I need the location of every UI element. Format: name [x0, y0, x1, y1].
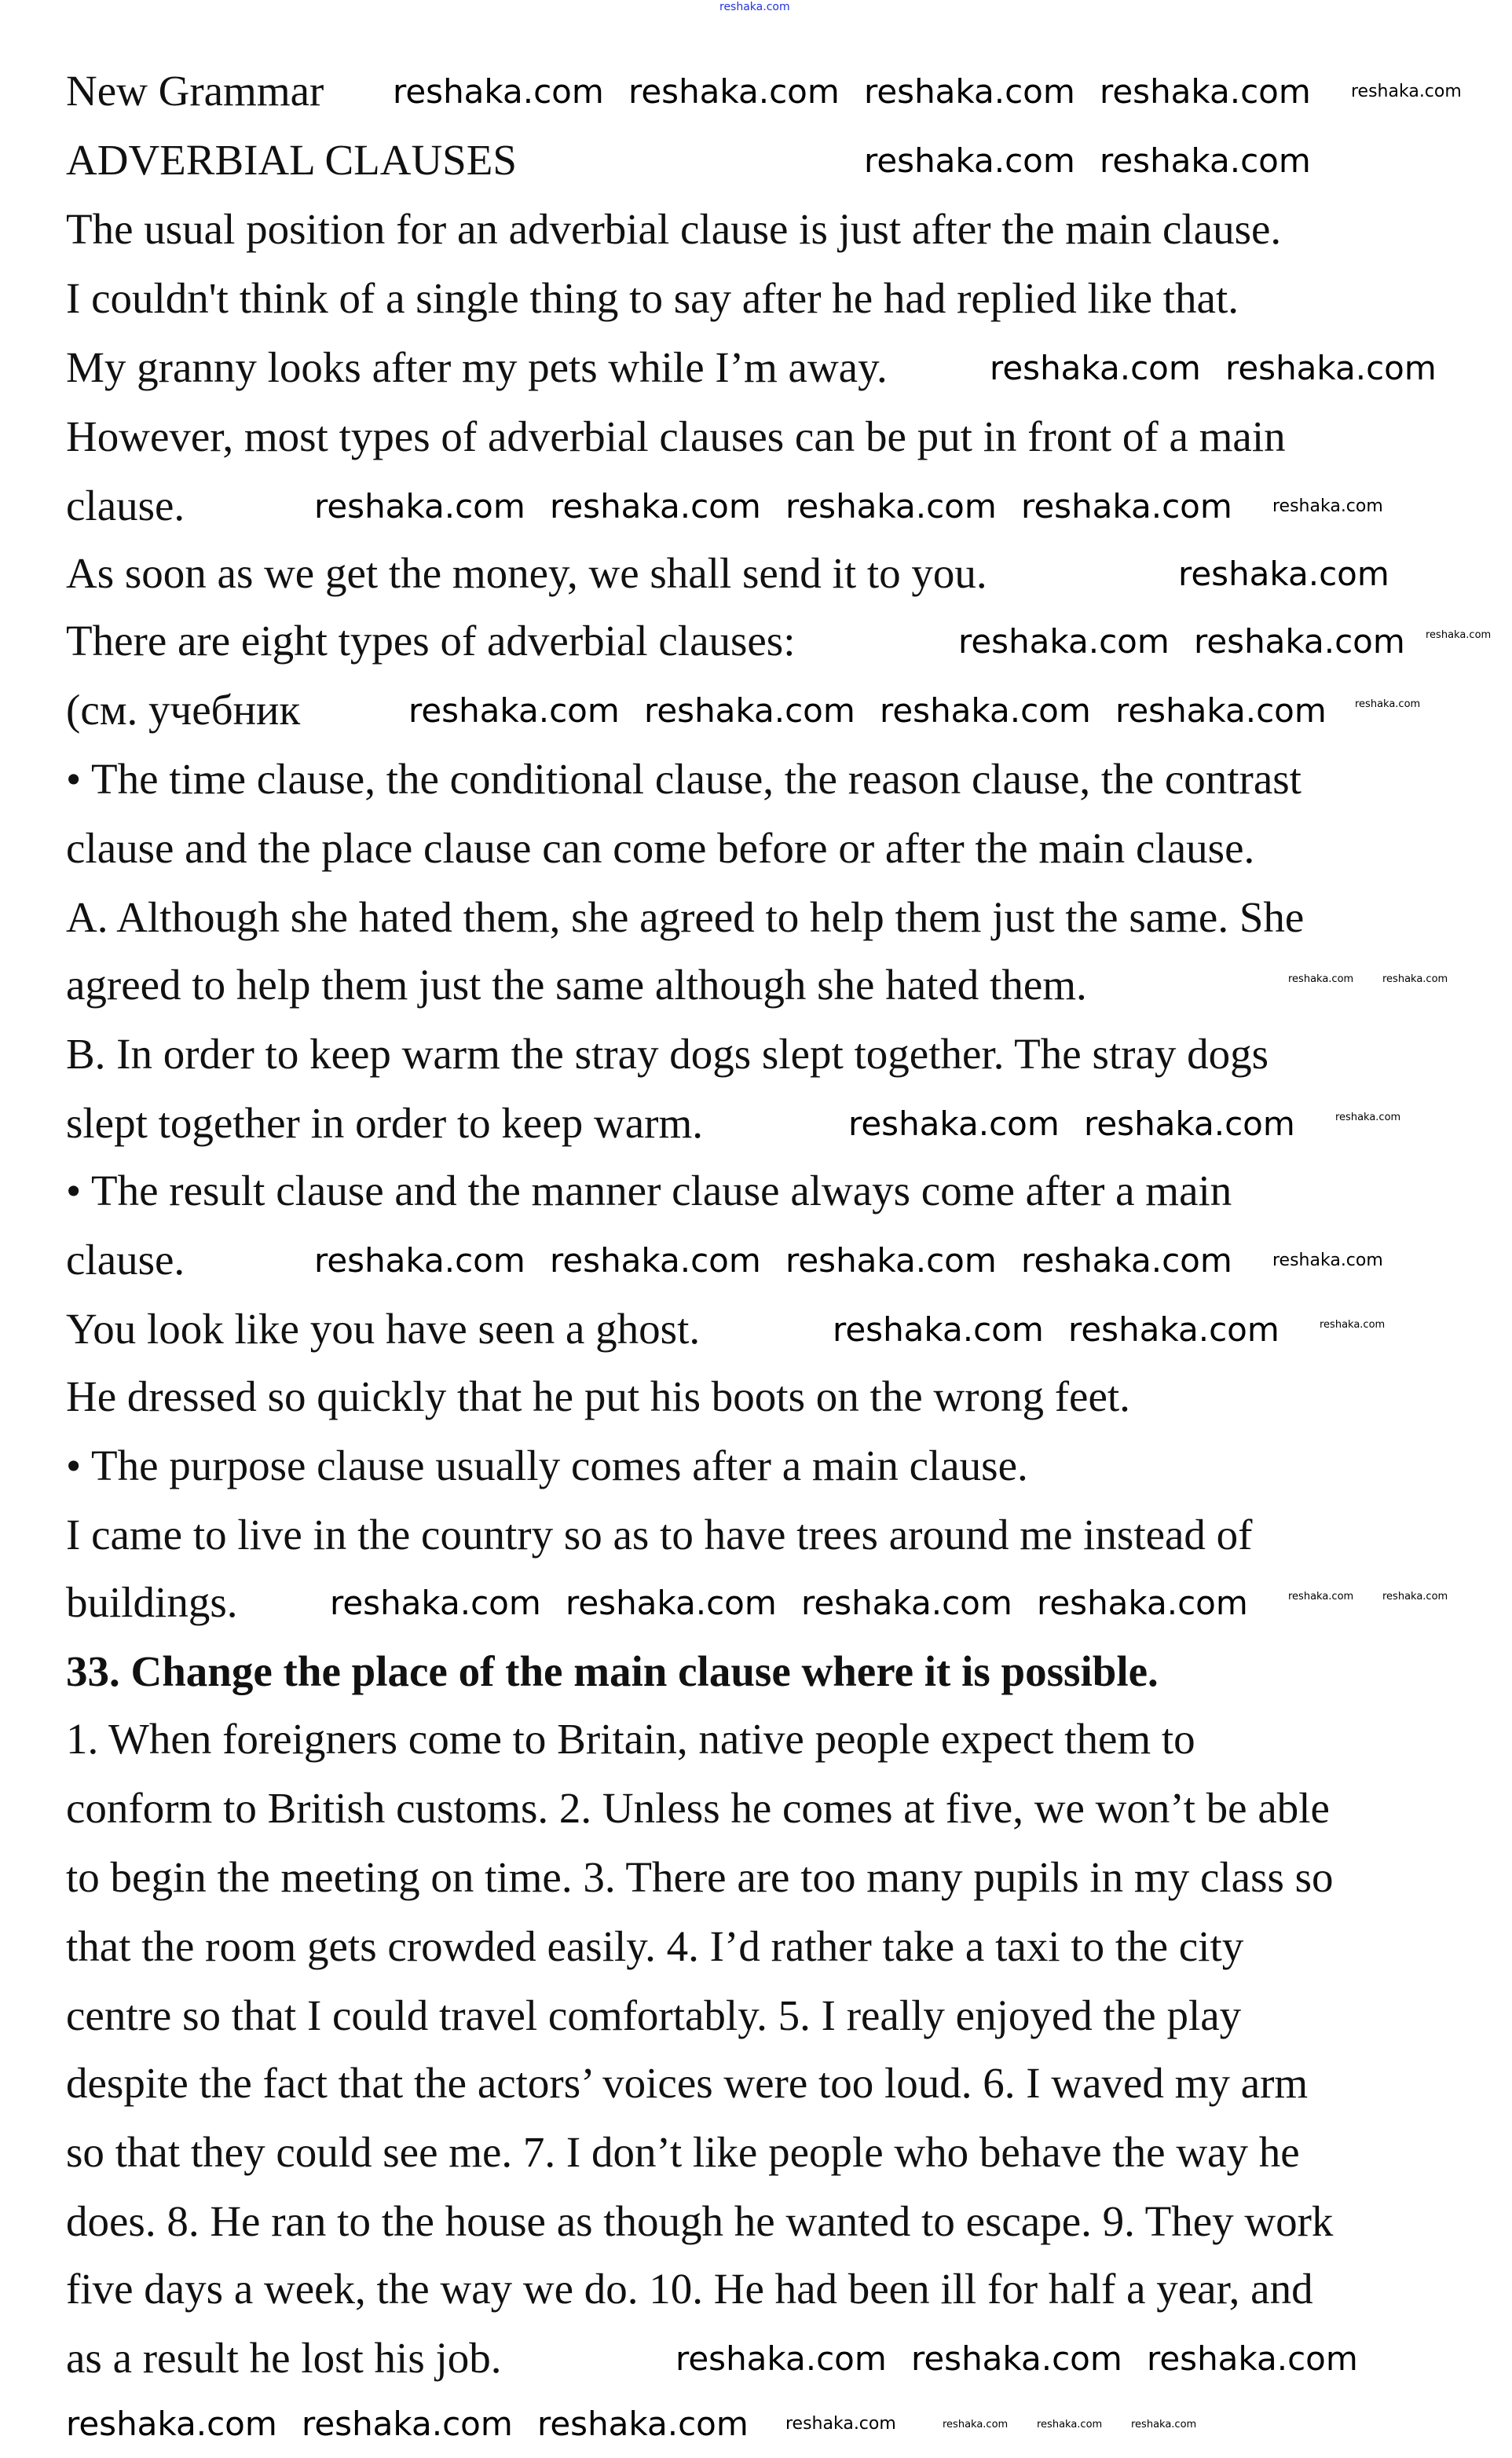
watermark: reshaka.com	[1147, 2339, 1358, 2378]
watermark: reshaka.com	[1225, 349, 1437, 387]
text-line: I came to live in the country so as to have trees around me instead of	[66, 1511, 1253, 1559]
watermark: reshaka.com	[1178, 555, 1389, 593]
text-line: • The time clause, the conditional clause, the reason clause, the contrast	[66, 755, 1301, 803]
watermark: reshaka.com	[550, 1241, 761, 1280]
watermark: reshaka.com	[848, 1104, 1060, 1143]
exercise-line: centre so that I could travel comfortably. 5. I really enjoyed the play	[66, 1991, 1242, 2039]
exercise-title: 33. Change the place of the main clause where it is possible.	[66, 1647, 1159, 1695]
watermark: reshaka.com	[1320, 1319, 1386, 1331]
watermark: reshaka.com	[1426, 629, 1492, 641]
text-line: • The result clause and the manner clause always come after a main	[66, 1167, 1232, 1214]
text-line: As soon as we get the money, we shall send it to you.	[66, 549, 987, 597]
text-line: agreed to help them just the same although she hated them.	[66, 961, 1087, 1009]
watermark: reshaka.com	[1382, 1591, 1448, 1603]
watermark: reshaka.com	[1382, 973, 1448, 985]
exercise-line: so that they could see me. 7. I don’t like people who behave the way he	[66, 2128, 1300, 2176]
watermark: reshaka.com	[1194, 622, 1405, 661]
watermark: reshaka.com	[801, 1584, 1012, 1622]
watermark: reshaka.com	[1100, 72, 1311, 111]
watermark: reshaka.com	[1335, 1112, 1401, 1123]
exercise-line: as a result he lost his job.	[66, 2334, 502, 2382]
heading-adverbial-clauses: ADVERBIAL CLAUSES	[66, 136, 517, 184]
watermark: reshaka.com	[880, 691, 1091, 730]
watermark: reshaka.com	[1037, 2419, 1103, 2431]
watermark: reshaka.com	[393, 72, 604, 111]
watermark: reshaka.com	[1355, 698, 1421, 710]
watermark: reshaka.com	[785, 487, 997, 526]
text-line: B. In order to keep warm the stray dogs slept together. The stray dogs	[66, 1030, 1269, 1078]
watermark: reshaka.com	[675, 2339, 887, 2378]
watermark: reshaka.com	[864, 72, 1075, 111]
text-line: clause.	[66, 482, 185, 529]
text-line: • The purpose clause usually comes after a main clause.	[66, 1441, 1028, 1489]
text-line: I couldn't think of a single thing to say after he had replied like that.	[66, 274, 1239, 322]
watermark: reshaka.com	[302, 2405, 513, 2443]
watermark: reshaka.com	[1021, 1241, 1232, 1280]
watermark: reshaka.com	[990, 349, 1201, 387]
watermark: reshaka.com	[1021, 487, 1232, 526]
watermark: reshaka.com	[958, 622, 1170, 661]
watermark: reshaka.com	[1084, 1104, 1295, 1143]
text-line: He dressed so quickly that he put his boots on the wrong feet.	[66, 1372, 1130, 1420]
exercise-line: five days a week, the way we do. 10. He had been ill for half a year, and	[66, 2265, 1313, 2313]
watermark: reshaka.com	[314, 487, 525, 526]
watermark: reshaka.com	[550, 487, 761, 526]
text-line: clause and the place clause can come before or after the main clause.	[66, 824, 1255, 872]
exercise-line: does. 8. He ran to the house as though he wanted to escape. 9. They work	[66, 2197, 1334, 2245]
text-line: The usual position for an adverbial clause is just after the main clause.	[66, 205, 1282, 253]
text-line: There are eight types of adverbial clauses:	[66, 617, 796, 665]
watermark: reshaka.com	[1115, 691, 1327, 730]
watermark: reshaka.com	[833, 1310, 1044, 1349]
heading-new-grammar: New Grammar	[66, 67, 324, 115]
watermark: reshaka.com	[1037, 1584, 1248, 1622]
watermark: reshaka.com	[330, 1584, 541, 1622]
watermark: reshaka.com	[537, 2405, 749, 2443]
watermark: reshaka.com	[1351, 82, 1462, 101]
watermark: reshaka.com	[314, 1241, 525, 1280]
text-line: (см. учебник	[66, 686, 301, 734]
exercise-line: that the room gets crowded easily. 4. I’d rather take a taxi to the city	[66, 1922, 1244, 1970]
watermark: reshaka.com	[785, 2414, 896, 2434]
watermark: reshaka.com	[1288, 1591, 1354, 1603]
exercise-line: to begin the meeting on time. 3. There are too many pupils in my class so	[66, 1853, 1334, 1901]
watermark: reshaka.com	[785, 1241, 997, 1280]
text-line: buildings.	[66, 1578, 238, 1626]
exercise-line: despite the fact that the actors’ voices were too loud. 6. I waved my arm	[66, 2059, 1309, 2107]
watermark: reshaka.com	[66, 2405, 277, 2443]
text-line: slept together in order to keep warm.	[66, 1099, 703, 1147]
watermark: reshaka.com	[1100, 141, 1311, 180]
text-line: A. Although she hated them, she agreed to help them just the same. She	[66, 893, 1305, 941]
exercise-line: 1. When foreigners come to Britain, native people expect them to	[66, 1715, 1195, 1763]
exercise-line: conform to British customs. 2. Unless he comes at five, we won’t be able	[66, 1784, 1330, 1832]
watermark: reshaka.com	[1272, 496, 1383, 516]
watermark: reshaka.com	[911, 2339, 1122, 2378]
text-line: However, most types of adverbial clauses can be put in front of a main	[66, 412, 1286, 460]
watermark: reshaka.com	[1068, 1310, 1280, 1349]
watermark: reshaka.com	[628, 72, 840, 111]
watermark: reshaka.com	[1272, 1251, 1383, 1270]
watermark: reshaka.com	[408, 691, 620, 730]
watermark: reshaka.com	[1288, 973, 1354, 985]
watermark: reshaka.com	[1131, 2419, 1197, 2431]
text-line: My granny looks after my pets while I’m away.	[66, 343, 888, 391]
text-line: You look like you have seen a ghost.	[66, 1305, 701, 1353]
watermark: reshaka.com	[719, 1, 790, 13]
watermark: reshaka.com	[943, 2419, 1009, 2431]
text-line: clause.	[66, 1236, 185, 1284]
watermark: reshaka.com	[864, 141, 1075, 180]
watermark: reshaka.com	[566, 1584, 777, 1622]
watermark: reshaka.com	[644, 691, 855, 730]
